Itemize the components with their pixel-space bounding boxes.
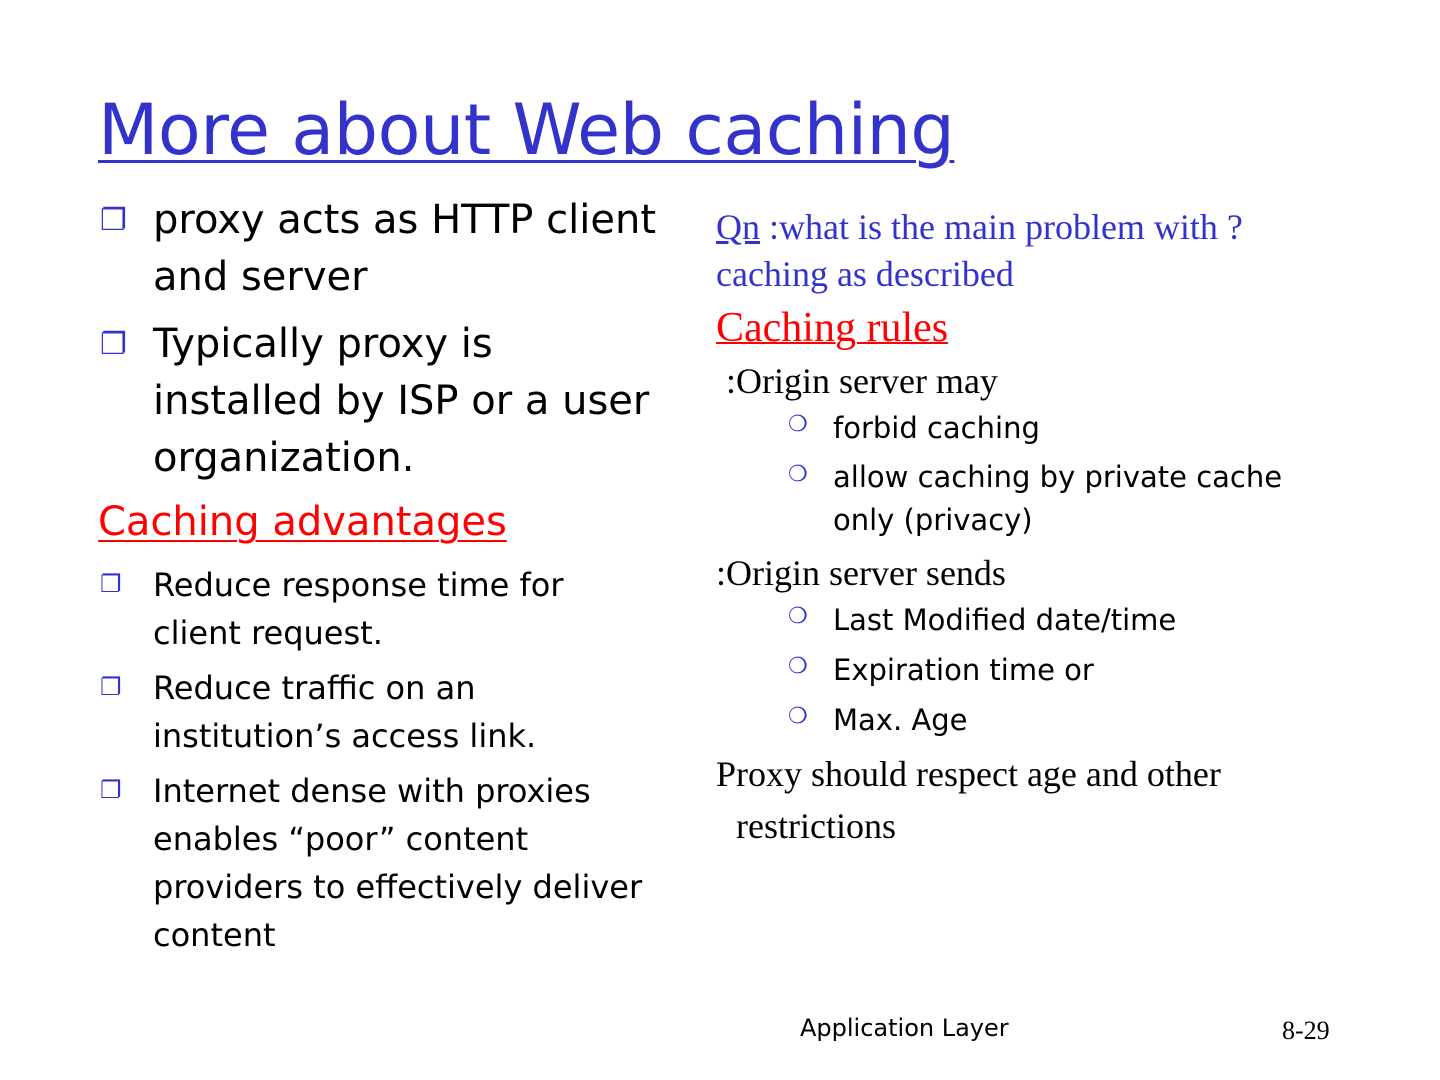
bullet-text: Reduce traffic on an institution’s access link.	[153, 669, 537, 755]
list-item	[788, 598, 1316, 642]
bullet-text: proxy acts as HTTP client and server	[153, 197, 657, 300]
origin-sends-list	[716, 598, 1316, 742]
list-item	[98, 192, 658, 306]
circle-bullet-icon: ❍	[788, 462, 808, 487]
page-number: 8-29	[1282, 1016, 1330, 1045]
list-item	[788, 456, 1316, 542]
caching-advantages-heading: Caching advantages	[98, 499, 507, 545]
question	[716, 204, 1316, 298]
circle-bullet-icon: ❍	[788, 412, 808, 437]
closing-line-1: Proxy should respect age and other	[716, 754, 1221, 794]
circle-bullet-icon: ❍	[788, 654, 808, 679]
list-item	[788, 406, 1316, 450]
origin-sends-label: :Origin server sends	[716, 553, 1006, 593]
square-bullet-icon: ❐	[100, 327, 127, 362]
closing-statement	[716, 748, 1316, 852]
right-column	[716, 204, 1316, 852]
origin-may-label: :Origin server may	[726, 361, 998, 401]
bullet-text: Internet dense with proxies enables “poor” content providers to effectively deliver content	[153, 772, 643, 954]
slide-title: More about Web caching	[98, 89, 955, 171]
footer-section-label: Application Layer	[800, 1014, 1009, 1042]
square-bullet-icon: ❐	[100, 570, 122, 598]
caching-rules-heading: Caching rules	[716, 305, 949, 351]
circle-bullet-icon: ❍	[788, 604, 808, 629]
left-column	[98, 192, 658, 966]
list-item	[788, 648, 1316, 692]
question-label: Qn	[716, 207, 760, 247]
list-item	[98, 316, 658, 487]
bullet-text: Last Modified date/time	[833, 603, 1177, 637]
bullet-text: allow caching by private cache only (privacy)	[833, 460, 1283, 537]
list-item	[98, 767, 658, 959]
square-bullet-icon: ❐	[100, 673, 122, 701]
bullet-text: Expiration time or	[833, 653, 1094, 687]
circle-bullet-icon: ❍	[788, 704, 808, 729]
bullet-text: Typically proxy is installed by ISP or a user organization.	[153, 321, 650, 481]
square-bullet-icon: ❐	[100, 776, 122, 804]
list-item	[788, 698, 1316, 742]
bullet-text: Reduce response time for client request.	[153, 566, 564, 652]
origin-may-list	[716, 406, 1316, 542]
advantages-list	[98, 561, 658, 959]
bullet-text: Max. Age	[833, 703, 968, 737]
question-text: :what is the main problem with ?caching as described	[716, 207, 1243, 294]
intro-bullet-list	[98, 192, 658, 487]
list-item	[98, 561, 658, 657]
square-bullet-icon: ❐	[100, 203, 127, 238]
closing-line-2: restrictions	[736, 806, 896, 846]
list-item	[98, 664, 658, 760]
bullet-text: forbid caching	[833, 411, 1040, 445]
